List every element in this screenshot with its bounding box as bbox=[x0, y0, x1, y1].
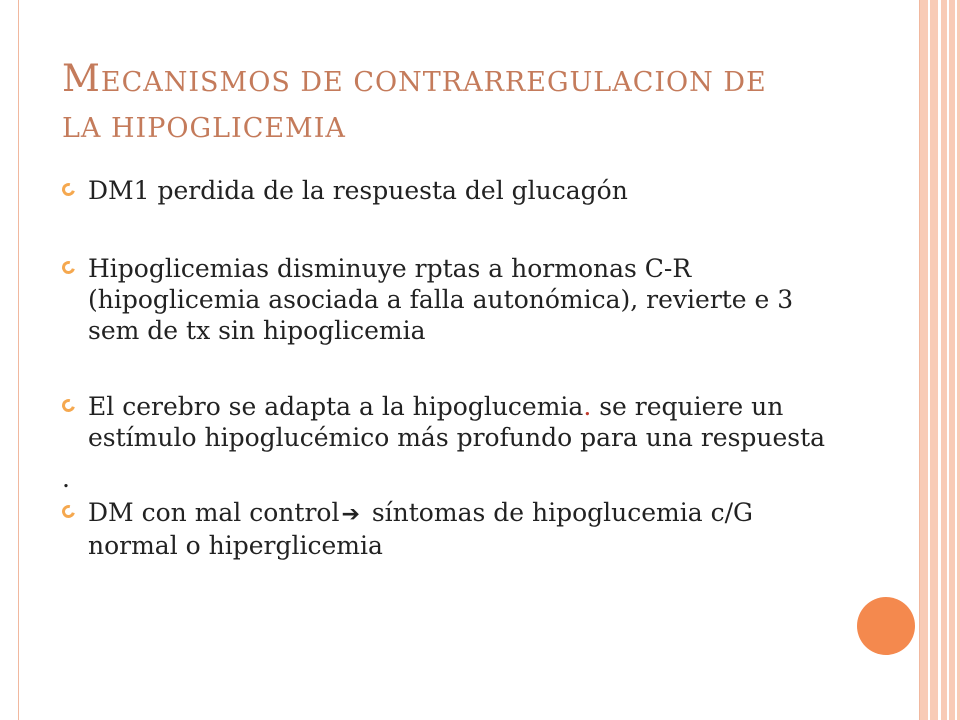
bullet-item bbox=[62, 175, 842, 206]
bullet-text: El cerebro se adapta a la hipoglucemia bbox=[88, 392, 584, 421]
title-initial: M bbox=[62, 57, 101, 100]
bullet-text: Hipoglicemias disminuye rptas a hormonas C-R (hipoglicemia asociada a falla autonómica), revierte e 3 sem de tx sin hipoglicemia bbox=[88, 254, 794, 345]
bullet-text: DM con mal control bbox=[88, 498, 340, 527]
accent-circle bbox=[857, 597, 915, 655]
bullet-text: DM1 perdida de la respuesta del glucagón bbox=[88, 176, 628, 205]
title-line-1-rest: ECANISMOS DE CONTRARREGULACION DE bbox=[100, 67, 767, 98]
bullet-text: se requiere un estímulo hipoglucémico más profundo para una respuesta bbox=[88, 392, 826, 452]
bullet-list bbox=[62, 175, 842, 561]
bullet-item bbox=[62, 391, 842, 453]
bullet-item bbox=[62, 497, 842, 561]
slide-title bbox=[62, 56, 902, 152]
bullet-ring-icon bbox=[60, 397, 78, 415]
bullet-ring-icon bbox=[60, 503, 78, 521]
bullet-ring-icon bbox=[60, 181, 78, 199]
separator-dot: . bbox=[62, 464, 70, 493]
title-line-1 bbox=[62, 56, 902, 106]
bullet-ring-icon bbox=[60, 259, 78, 277]
bullet-text-red: . bbox=[583, 392, 592, 421]
decorative-stripes bbox=[920, 0, 960, 720]
bullet-text: síntomas de hipoglucemia c/G normal o hiperglicemia bbox=[88, 498, 753, 560]
title-line-2: LA HIPOGLICEMIA bbox=[62, 113, 346, 144]
bullet-item bbox=[62, 253, 842, 346]
arrow-right-icon: ➔ bbox=[341, 502, 360, 527]
